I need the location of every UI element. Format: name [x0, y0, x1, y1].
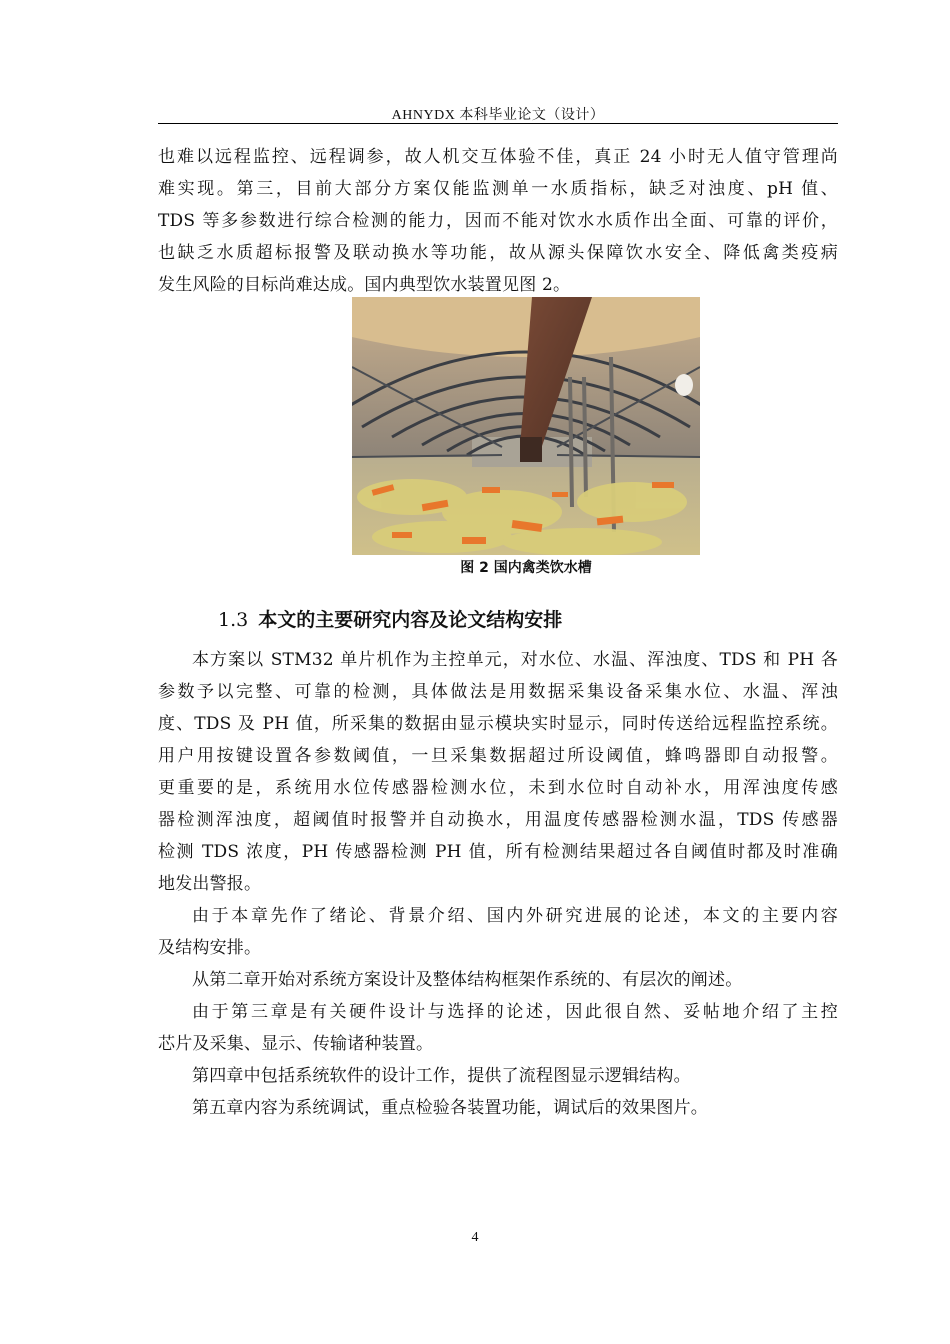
section-heading — [218, 608, 562, 632]
body-line: 更重要的是，系统用水位传感器检测水位，未到水位时自动补水，用浑浊度传感 — [158, 778, 838, 798]
body-line: 也难以远程监控、远程调参，故人机交互体验不佳，真正 24 小时无人值守管理尚 — [158, 147, 838, 167]
body-line: 第四章中包括系统软件的设计工作，提供了流程图显示逻辑结构。 — [192, 1066, 691, 1086]
body-line: 芯片及采集、显示、传输诸种装置。 — [158, 1034, 434, 1054]
page-number: 4 — [471, 1230, 479, 1245]
header-rule — [158, 123, 838, 124]
body-line: 地发出警报。 — [158, 874, 262, 894]
body-line: 难实现。第三，目前大部分方案仅能监测单一水质指标，缺乏对浊度、pH 值、 — [158, 179, 838, 199]
running-header: AHNYDX 本科毕业论文（设计） — [391, 108, 605, 123]
body-line: 检测 TDS 浓度，PH 传感器检测 PH 值，所有检测结果超过各自阈值时都及时准确 — [158, 842, 838, 862]
body-line: 用户用按键设置各参数阈值，一旦采集数据超过所设阈值，蜂鸣器即自动报警。 — [158, 746, 838, 766]
body-line: 及结构安排。 — [158, 938, 262, 958]
body-line: 发生风险的目标尚难达成。国内典型饮水装置见图 2。 — [158, 275, 571, 295]
body-line: 参数予以完整、可靠的检测，具体做法是用数据采集设备采集水位、水温、浑浊 — [158, 682, 838, 702]
body-line: 器检测浑浊度，超阈值时报警并自动换水，用温度传感器检测水温，TDS 传感器 — [158, 810, 838, 830]
body-line: TDS 等多参数进行综合检测的能力，因而不能对饮水水质作出全面、可靠的评价， — [158, 211, 838, 231]
body-line: 由于第三章是有关硬件设计与选择的论述，因此很自然、妥帖地介绍了主控 — [192, 1002, 838, 1022]
body-line: 本方案以 STM32 单片机作为主控单元，对水位、水温、浑浊度、TDS 和 PH 各 — [192, 650, 838, 670]
body-line: 从第二章开始对系统方案设计及整体结构框架作系统的、有层次的阐述。 — [192, 970, 743, 990]
body-line: 也缺乏水质超标报警及联动换水等功能，故从源头保障饮水安全、降低禽类疫病 — [158, 243, 838, 263]
figure-caption: 图 2 国内禽类饮水槽 — [460, 560, 592, 576]
section-number: 1.3 — [218, 609, 249, 631]
body-line: 由于本章先作了绪论、背景介绍、国内外研究进展的论述，本文的主要内容 — [192, 906, 838, 926]
section-title: 本文的主要研究内容及论文结构安排 — [258, 609, 563, 631]
poultry-drinking-trough-photo — [352, 297, 700, 555]
body-line: 度、TDS 及 PH 值，所采集的数据由显示模块实时显示，同时传送给远程监控系统。 — [158, 714, 838, 734]
body-line: 第五章内容为系统调试，重点检验各装置功能，调试后的效果图片。 — [192, 1098, 708, 1118]
